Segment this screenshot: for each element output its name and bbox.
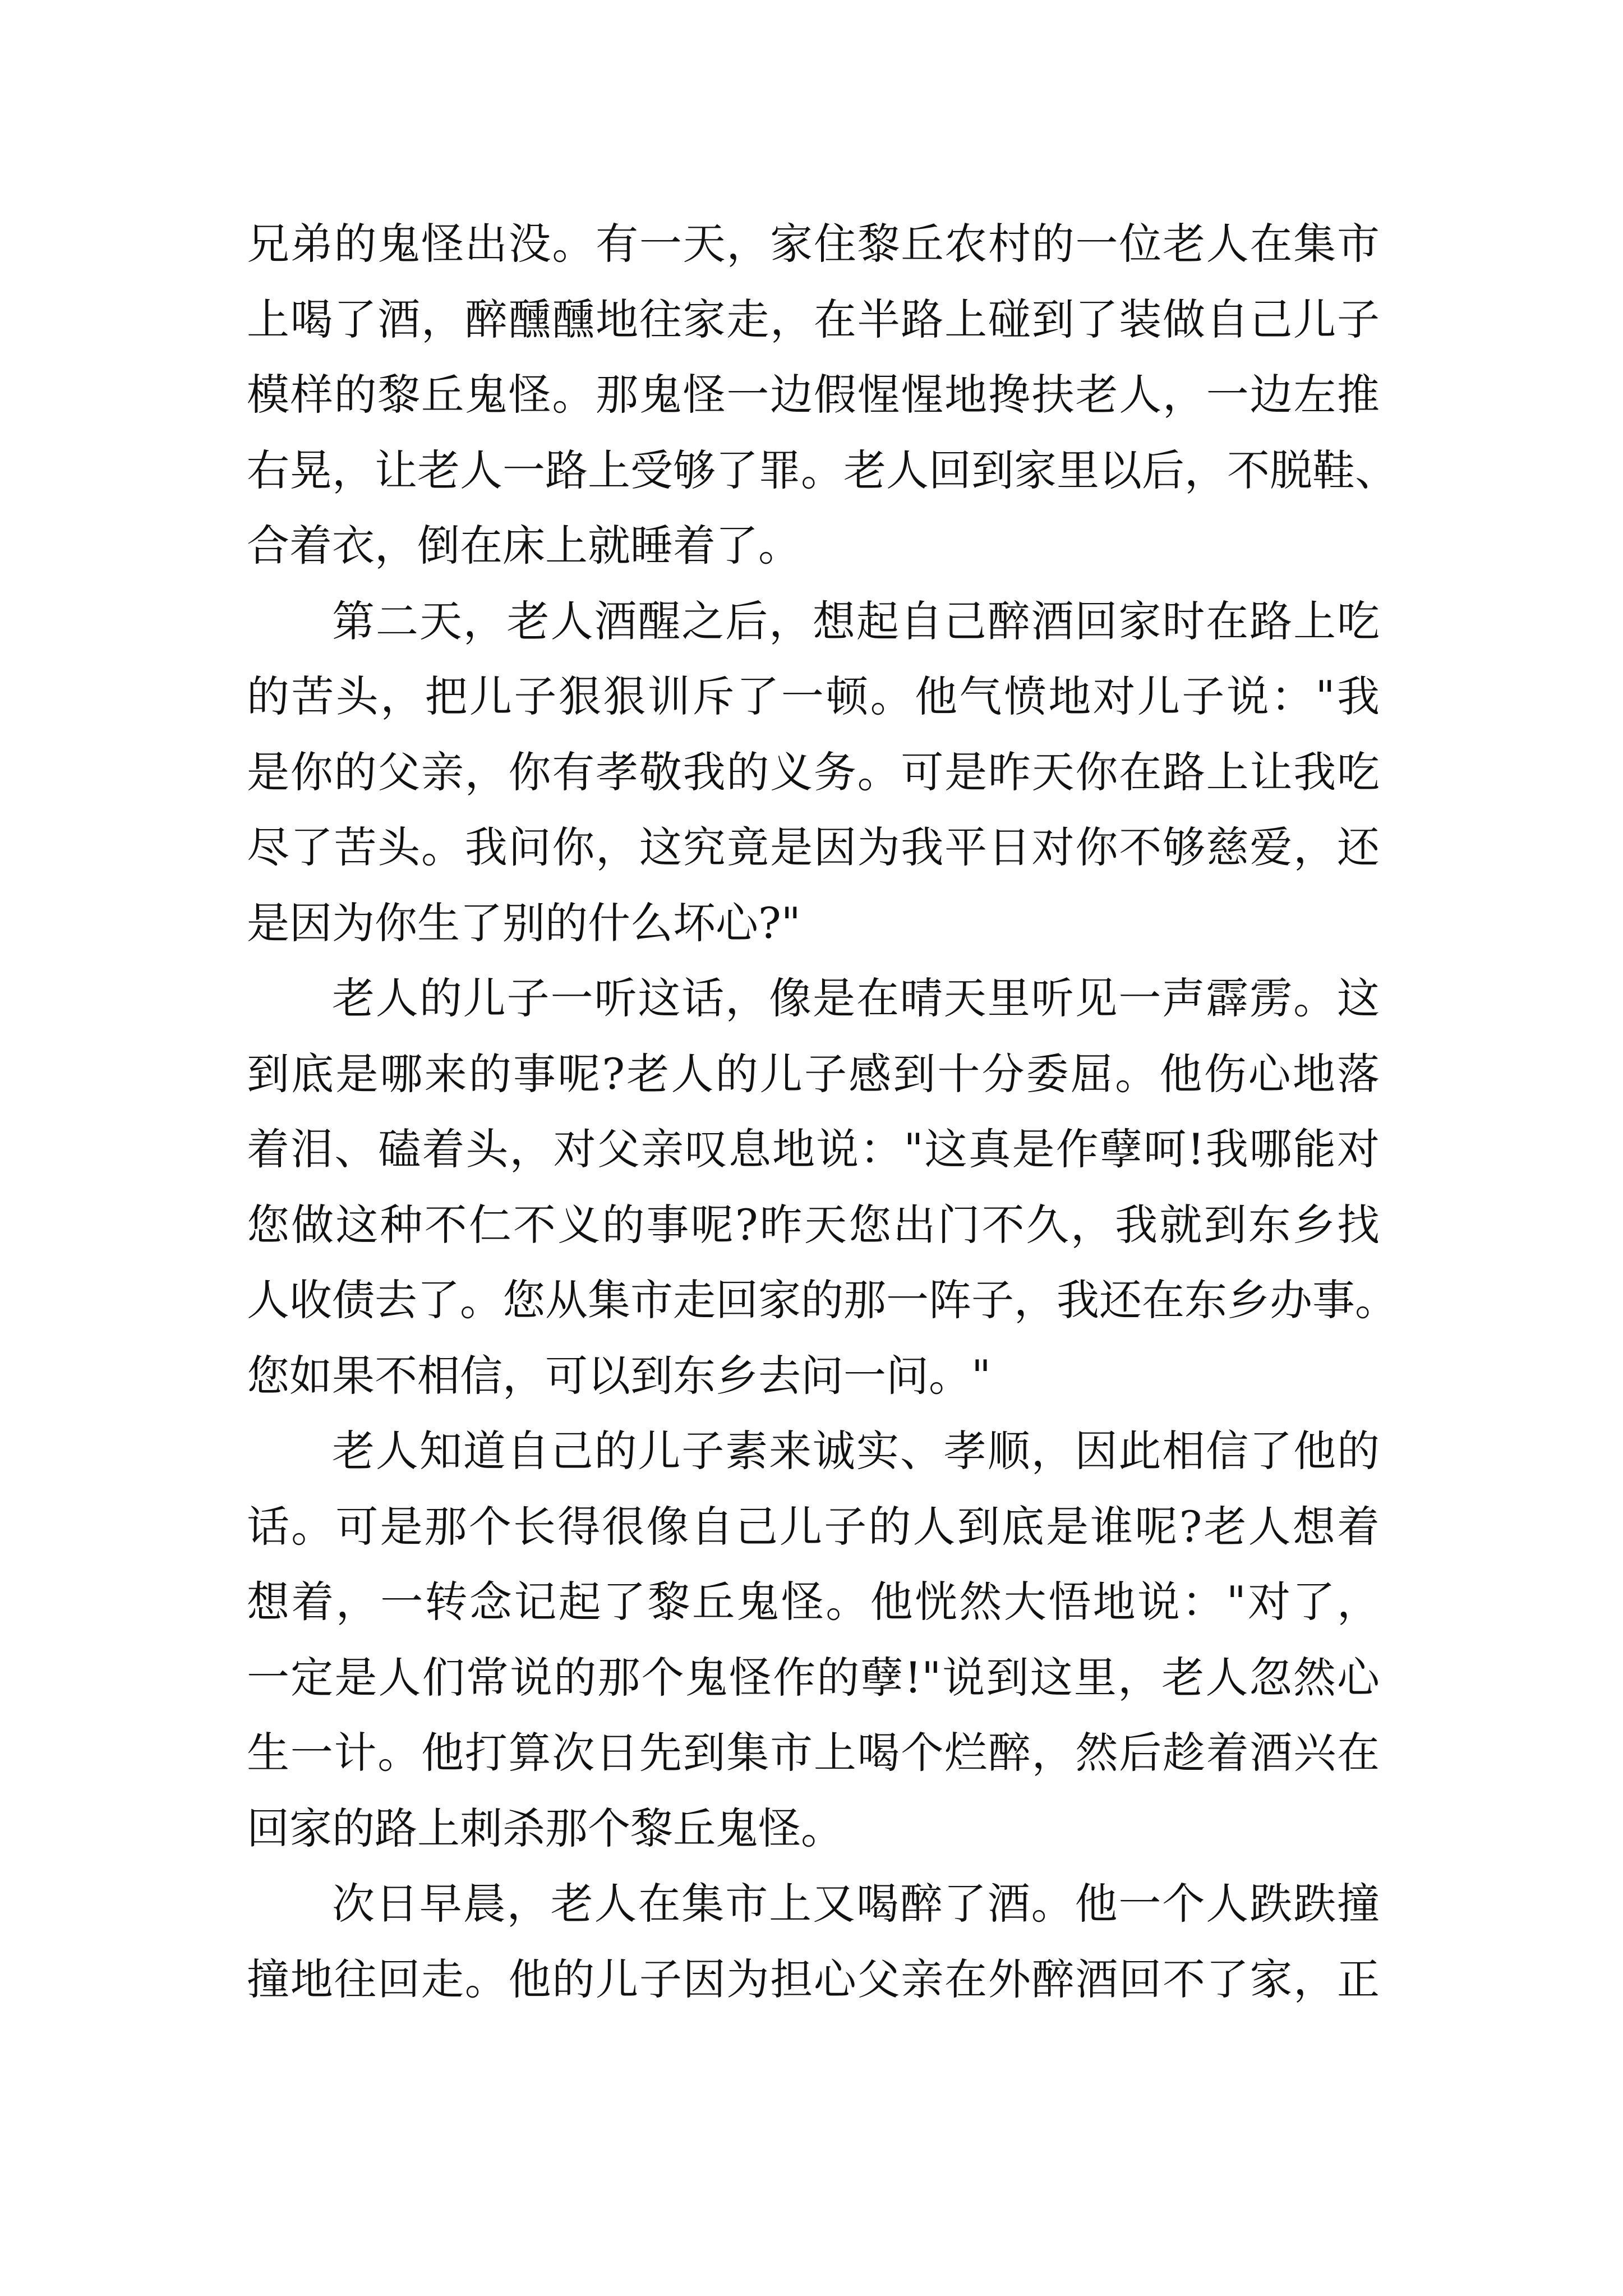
text-line: 人收债去了。您从集市走回家的那一阵子，我还在东乡办事。	[247, 1275, 1398, 1325]
text-line: 次日早晨，老人在集市上又喝醉了酒。他一个人跌跌撞	[332, 1879, 1380, 1929]
text-line: 是因为你生了别的什么坏心?"	[247, 898, 801, 948]
text-line: 老人知道自己的儿子素来诚实、孝顺，因此相信了他的	[332, 1426, 1380, 1476]
text-line: 是你的父亲，你有孝敬我的义务。可是昨天你在路上让我吃	[247, 747, 1380, 797]
text-line: 的苦头，把儿子狠狠训斥了一顿。他气愤地对儿子说："我	[247, 671, 1380, 721]
text-line: 尽了苦头。我问你，这究竟是因为我平日对你不够慈爱，还	[247, 822, 1380, 872]
text-line: 着泪、磕着头，对父亲叹息地说："这真是作孽呵!我哪能对	[247, 1124, 1380, 1174]
text-line: 老人的儿子一听这话，像是在晴天里听见一声霹雳。这	[332, 973, 1380, 1023]
text-line: 回家的路上刺杀那个黎丘鬼怪。	[247, 1803, 843, 1853]
text-line: 想着，一转念记起了黎丘鬼怪。他恍然大悟地说："对了，	[247, 1577, 1380, 1627]
text-line: 右晃，让老人一路上受够了罪。老人回到家里以后，不脱鞋、	[247, 445, 1398, 495]
body-text	[247, 206, 1398, 2017]
text-line: 到底是哪来的事呢?老人的儿子感到十分委屈。他伤心地落	[247, 1048, 1380, 1099]
text-line: 合着衣，倒在床上就睡着了。	[247, 521, 801, 570]
text-line: 第二天，老人酒醒之后，想起自己醉酒回家时在路上吃	[332, 596, 1380, 646]
text-line: 生一计。他打算次日先到集市上喝个烂醉，然后趁着酒兴在	[247, 1728, 1380, 1778]
text-line: 模样的黎丘鬼怪。那鬼怪一边假惺惺地搀扶老人，一边左推	[247, 370, 1380, 420]
text-line: 一定是人们常说的那个鬼怪作的孽!"说到这里，老人忽然心	[247, 1652, 1380, 1703]
text-line: 撞地往回走。他的儿子因为担心父亲在外醉酒回不了家，正	[247, 1954, 1380, 2004]
text-line: 您做这种不仁不义的事呢?昨天您出门不久，我就到东乡找	[247, 1199, 1380, 1250]
text-line: 兄弟的鬼怪出没。有一天，家住黎丘农村的一位老人在集市	[247, 219, 1380, 269]
text-line: 您如果不相信，可以到东乡去问一问。"	[247, 1350, 991, 1401]
text-line: 上喝了酒，醉醺醺地往家走，在半路上碰到了装做自己儿子	[247, 294, 1380, 344]
text-line: 话。可是那个长得很像自己儿子的人到底是谁呢?老人想着	[247, 1501, 1380, 1552]
